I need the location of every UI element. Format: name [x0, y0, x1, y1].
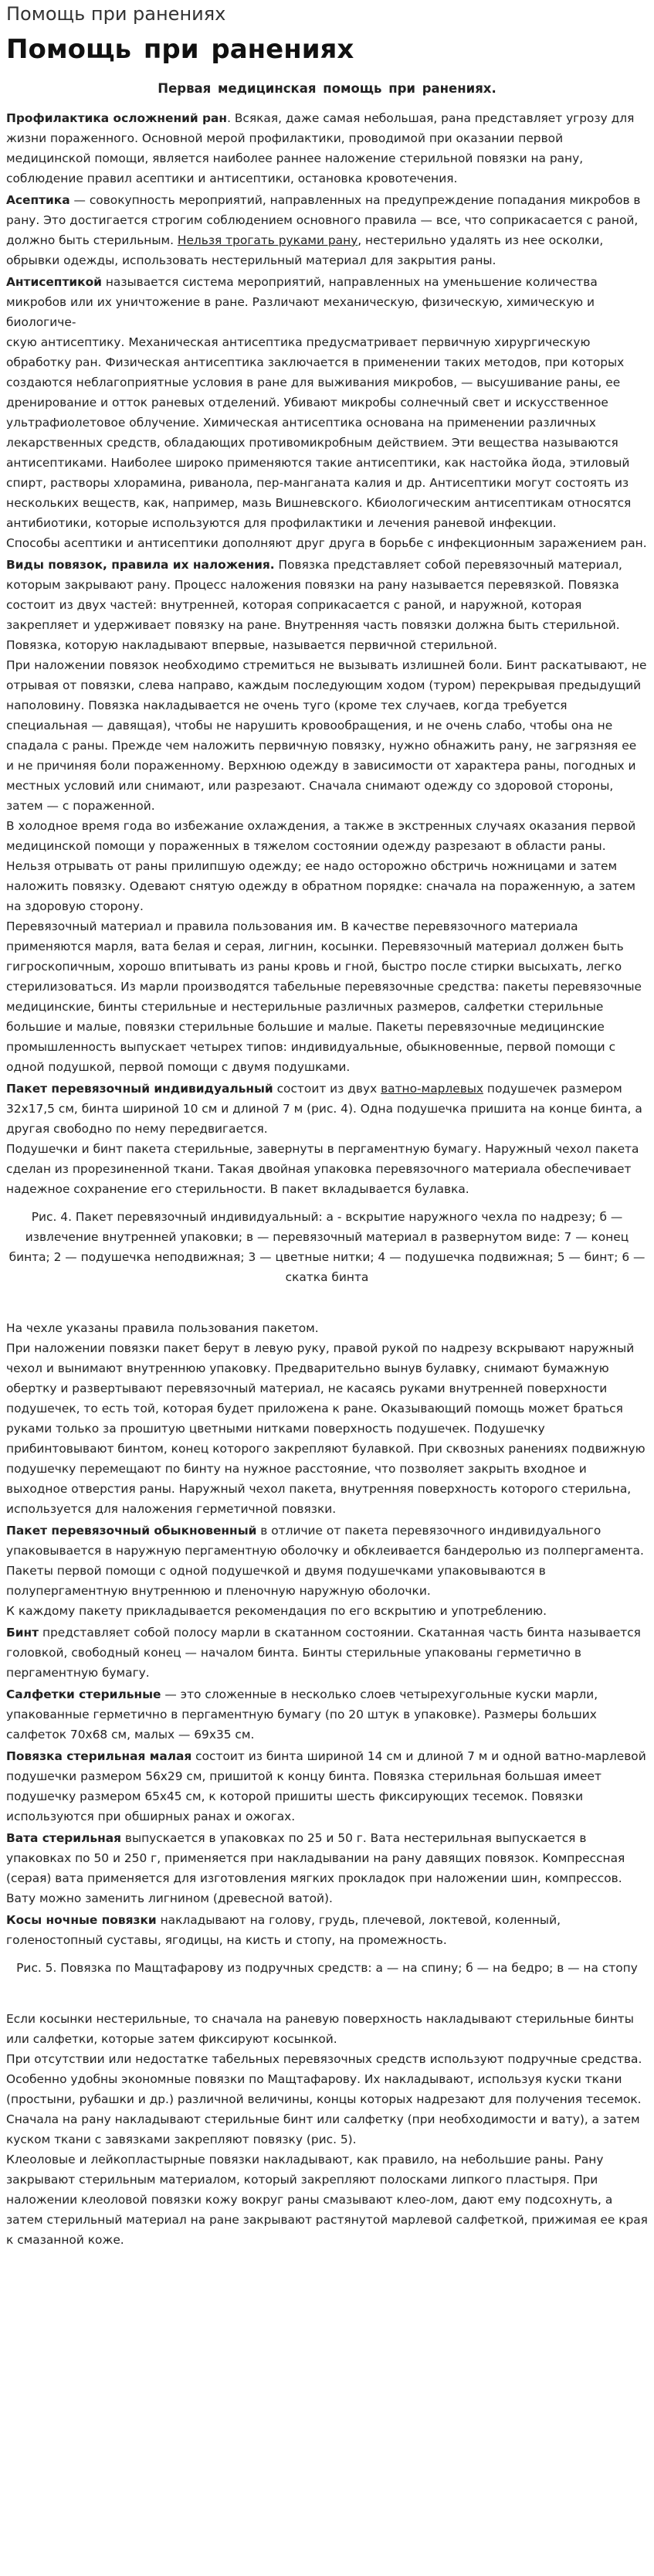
underlined-phrase: Нельзя трогать руками рану [177, 233, 358, 247]
paragraph-individual-pack: Пакет перевязочный индивидуальный состоит из двух ватно-марлевых подушечек размером 32x17,5 см, бинта шириной 10 см и длиной 7 м (рис. 4). Одна подушечка пришита на конце бинта, а другая свободно по нему передвигается. Подушечки и бинт пакета стерильные, завернуты в пергаментную бумагу. Наружный чехол пакета сделан из прорезиненной ткани. Такая двойная упаковка перевязочного материала обеспечивает надежное сохранение его стерильности. В пакет вкладывается булавка. [6, 1082, 642, 1196]
paragraph-antisepsis: Антисептикой называется система мероприятий, направленных на уменьшение количества микробов или их уничтожение в ране. Различают механическую, физическую, химическую и биологиче- скую антисептику. Механическая антисептика предусматривает первичную хирургическую обработку ран. Физическая антисептика заключается в применении таких методов, при которых создаются неблагоприятные условия в ране для выживания микробов, — высушивание раны, ее дренирование и отток раневых отделений. Убивают микробы солнечный свет и искусственное ультрафиолетовое облучение. Химическая антисептика основана на применении различных лекарственных средств, обладающих противомикробным действием. Эти вещества называются антисептиками. Наиболее широко применяются такие антисептики, как настойка йода, этиловый спирт, растворы хлорамина, риванола, пер-манганата калия и др. Антисептики могут состоять из нескольких веществ, как, например, мазь Вишневского. Кбиологическим антисептикам относятся антибиотики, которые используются для профилактики и лечения раневой инфекции. Способы асептики и антисептики дополняют друг друга в борьбе с инфекционным заражением ран. [6, 275, 647, 550]
article-heading: Первая медицинская помощь при ранениях. [158, 81, 496, 96]
window-title: Помощь при ранениях [6, 3, 226, 25]
term-bandages: Виды повязок, правила их наложения. [6, 558, 275, 572]
paragraph-bandages: Виды повязок, правила их наложения. Повязка представляет собой перевязочный материал, которым закрывают рану. Процесс наложения повязки на рану называется перевязкой. Повязка состоит из двух частей: внутренней, которая соприкасается с раной, и наружной, которая закрепляет и удерживает повязку на ране. Внутренняя часть повязки должна быть стерильной. Повязка, которую накладывают впервые, называется первичной стерильной. При наложении повязок необходимо стремиться не вызывать излишней боли. Бинт раскатывают, не отрывая от повязки, слева направо, каждым последующим ходом (туром) перекрывая предыдущий наполовину. Повязка накладывается не очень туго (кроме тех случаев, когда требуется специальная — давящая), чтобы не нарушить кровообращения, и не очень слабо, чтобы она не спадала с раны. Прежде чем наложить первичную повязку, нужно обнажить рану, не загрязняя ее и не причиняя боли пораженному. Верхнюю одежду в зависимости от характера раны, погодных и местных условий или снимают, или разрезают. Сначала снимают одежду со здоровой стороны, затем — с пораженной. В холодное время года во избежание охлаждения, а также в экстренных случаях оказания первой медицинской помощи у пораженных в тяжелом состоянии одежду разрезают в области раны. Нельзя отрывать от раны прилипшую одежду; ее надо осторожно обстричь ножницами и затем наложить повязку. Одевают снятую одежду в обратном порядке: сначала на пораженную, а затем на здоровую сторону. Перевязочный материал и правила пользования им. В качестве перевязочного материала применяются марля, вата белая и серая, лигнин, косынки. Перевязочный материал должен быть гигроскопичным, хорошо впитывать из раны кровь и гной, быстро после стирки высыхать, легко стерилизоваться. Из марли производятся табельные перевязочные средства: пакеты перевязочные медицинские, бинты стерильные и нестерильные различных размеров, салфетки стерильные большие и малые, повязки стерильные большие и малые. Пакеты перевязочные медицинские промышленность выпускает четырех типов: индивидуальные, обыкновенные, первой помощи с одной подушкой, первой помощи с двумя подушками. [6, 558, 647, 1074]
page-title: Помощь при ранениях [6, 34, 354, 65]
paragraph-small-bandage: Повязка стерильная малая состоит из бинта шириной 14 см и длиной 7 м и одной ватно-марлевой подушечки размером 56x29 см, пришитой к концу бинта. Повязка стерильная большая имеет подушечку размером 65x45 см, к которой пришиты шесть фиксирующих тесемок. Повязки используются при обширных ранах и ожогах. [6, 1749, 646, 1823]
term-small-bandage: Повязка стерильная малая [6, 1749, 192, 1763]
figure-4-caption: Рис. 4. Пакет перевязочный индивидуальный: а - вскрытие наружного чехла по надрезу; б — извлечение внутренней упаковки; в — перевязочный материал в развернутом виде: 7 — конец бинта; 2 — подушечка неподвижная; 3 — цветные нитки; 4 — подушечка подвижная; 5 — бинт; 6 — скатка бинта [8, 1210, 646, 1284]
term-antisepsis: Антисептикой [6, 275, 102, 289]
term-ordinary-pack: Пакет перевязочный обыкновенный [6, 1524, 257, 1538]
underlined-phrase: ватно-марлевых [381, 1082, 484, 1096]
paragraph-prophylaxis: Профилактика осложнений ран. Всякая, даже самая небольшая, рана представляет угрозу для жизни пораженного. Основной мерой профилактики, проводимой при оказании первой медицинской помощи, является наиболее раннее наложение стерильной повязки на рану, соблюдение правил асептики и антисептики, остановка кровотечения. [6, 111, 635, 185]
term-cotton: Вата стерильная [6, 1831, 121, 1845]
paragraph-improvised: Если косынки нестерильные, то сначала на раневую поверхность накладывают стерильные бинты или салфетки, которые затем фиксируют косынкой. При отсутствии или недостатке табельных перевязочных средств используют подручные средства. Особенно удобны экономные повязки по Мащтафарову. Их накладывают, используя куски ткани (простыни, рубашки и др.) различной величины, концы которых надрезают для получения тесемок. Сначала на рану накладывают стерильные бинт или салфетку (при необходимости и вату), а затем куском ткани с завязками закрепляют повязку (рис. 5). Клеоловые и лейкопластырные повязки накладывают, как правило, на небольшие раны. Рану закрывают стерильным материалом, который закрепляют полосками липкого пластыря. При наложении клеоловой повязки кожу вокруг раны смазывают клео-лом, дают ему подсохнуть, а затем стерильный материал на ране закрывают растянутой марлевой салфеткой, прижимая ее края к смазанной коже. [6, 2012, 648, 2247]
paragraph-napkins: Салфетки стерильные — это сложенные в несколько слоев четырехугольные куски марли, упакованные герметично в пергаментную бумагу (по 20 штук в упаковке). Размеры больших салфеток 70x68 см, малых — 69x35 см. [6, 1687, 598, 1742]
term-prophylaxis: Профилактика осложнений ран [6, 111, 228, 125]
paragraph-kerchiefs: Косы ночные повязки накладывают на голову, грудь, плечевой, локтевой, коленный, голеностопный суставы, ягодицы, на кисть и стопу, на промежность. [6, 1913, 561, 1947]
paragraph-cotton: Вата стерильная выпускается в упаковках по 25 и 50 г. Вата нестерильная выпускается в упаковках по 50 и 250 г, применяется при накладывании на рану давящих повязок. Компрессная (серая) вата применяется для изготовления мягких прокладок при наложении шин, компрессов. Вату можно заменить лигнином (древесной ватой). [6, 1831, 625, 1905]
term-bandage-roll: Бинт [6, 1626, 39, 1640]
paragraph-asepsis: Асептика — совокупность мероприятий, направленных на предупреждение попадания микробов в рану. Это достигается строгим соблюдением основного правила — все, что соприкасается с раной, должно быть стерильным. Нельзя трогать руками рану, нестерильно удалять из нее осколки, обрывки одежды, использовать нестерильный материал для закрытия раны. [6, 193, 641, 267]
term-napkins: Салфетки стерильные [6, 1687, 161, 1701]
term-individual-pack: Пакет перевязочный индивидуальный [6, 1082, 273, 1096]
paragraph-bandage-roll: Бинт представляет собой полосу марли в скатанном состоянии. Скатанная часть бинта называется головкой, свободный конец — началом бинта. Бинты стерильные упакованы герметично в пергаментную бумагу. [6, 1626, 641, 1680]
paragraph-ordinary-pack: Пакет перевязочный обыкновенный в отличие от пакета перевязочного индивидуального упаковывается в наружную пергаментную оболочку и обклеивается бандеролью из полпергамента. Пакеты первой помощи с одной подушечкой и двумя подушечками упаковываются в полупергаментную внутреннюю и пленочную наружную оболочки. К каждому пакету прикладывается рекомендация по его вскрытию и употреблению. [6, 1524, 644, 1618]
figure-5-caption: Рис. 5. Повязка по Мащтафарову из подручных средств: а — на спину; б — на бедро; в — на стопу [16, 1961, 638, 1975]
paragraph-pack-usage: На чехле указаны правила пользования пакетом. При наложении повязки пакет берут в левую руку, правой рукой по надрезу вскрывают наружный чехол и вынимают внутреннюю упаковку. Предварительно вынув булавку, снимают бумажную обертку и развертывают перевязочный материал, не касаясь руками внутренней поверхности подушечек, то есть той, которая будет приложена к ране. Оказывающий помощь может браться руками только за прошитую цветными нитками поверхность подушечек. Подушечку прибинтовывают бинтом, конец которого закрепляют булавкой. При сквозных ранениях подвижную подушечку перемещают по бинту на нужное расстояние, что позволяет закрыть входное и выходное отверстия раны. Наружный чехол пакета, внутренняя поверхность которого стерильна, используется для наложения герметичной повязки. [6, 1321, 646, 1516]
term-kerchiefs: Косы ночные повязки [6, 1913, 157, 1927]
term-asepsis: Асептика [6, 193, 70, 207]
